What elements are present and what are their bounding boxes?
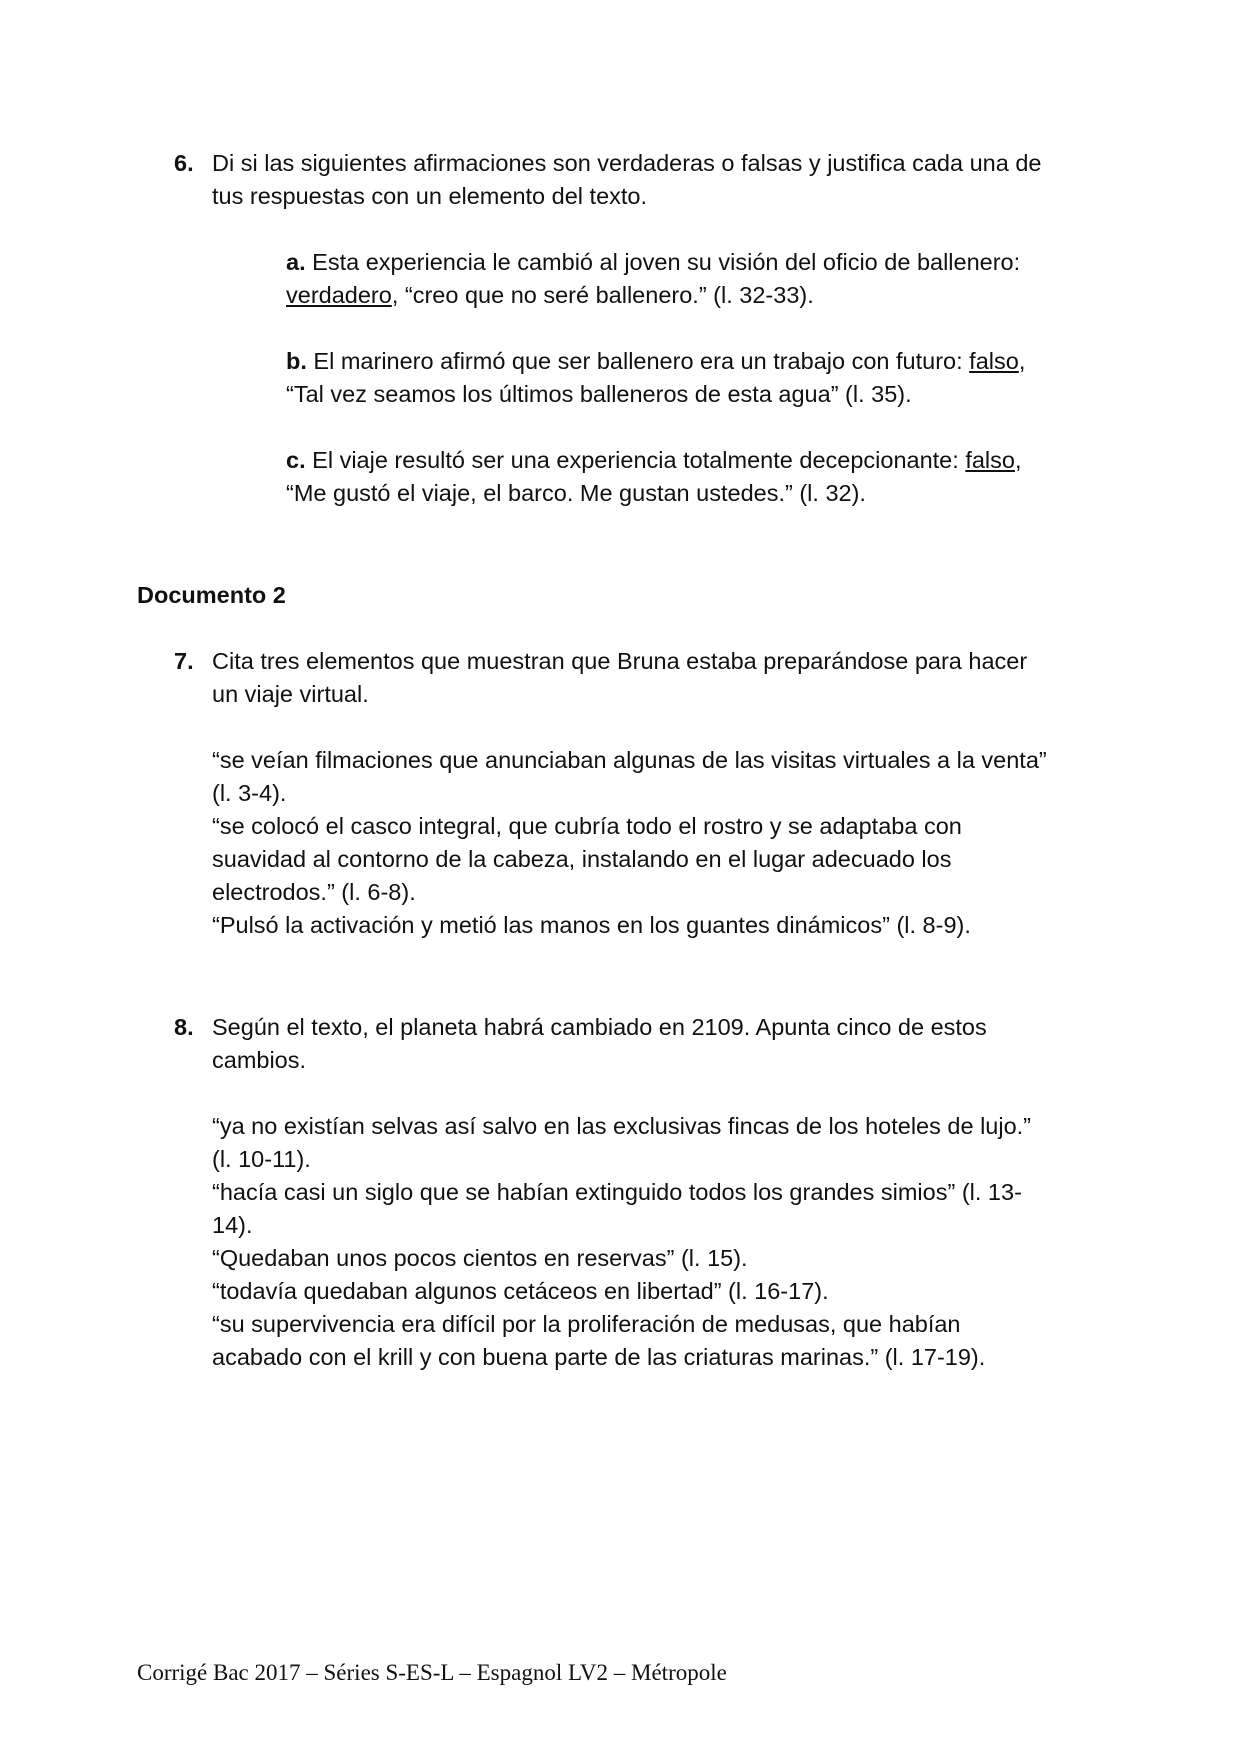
answer-line: “Pulsó la activación y metió las manos en los guantes dinámicos” (l. 8-9). xyxy=(212,912,971,938)
answer-line: suavidad al contorno de la cabeza, instalando en el lugar adecuado los xyxy=(212,846,952,872)
item-verdict: falso xyxy=(965,447,1015,473)
answer-line: “Quedaban unos pocos cientos en reservas” (l. 15). xyxy=(212,1245,748,1271)
answer-line: (l. 3-4). xyxy=(212,780,287,806)
page-footer: Corrigé Bac 2017 – Séries S-ES-L – Espagnol LV2 – Métropole xyxy=(137,1660,727,1685)
question-8-number: 8. xyxy=(174,1014,194,1040)
item-statement: Esta experiencia le cambió al joven su visión del oficio de ballenero: xyxy=(305,249,1021,275)
question-7-number: 7. xyxy=(174,648,194,674)
answer-line: 14). xyxy=(212,1212,253,1238)
question-8-prompt-line: Según el texto, el planeta habrá cambiado en 2109. Apunta cinco de estos xyxy=(212,1014,987,1040)
item-letter: c. xyxy=(286,447,306,473)
question-7-prompt xyxy=(212,645,1112,711)
question-7-prompt-line: Cita tres elementos que muestran que Bruna estaba preparándose para hacer xyxy=(212,648,1028,674)
question-8-prompt-line: cambios. xyxy=(212,1047,307,1073)
question-6-prompt xyxy=(212,147,1112,213)
question-6-item-b xyxy=(286,345,1106,411)
question-6-prompt-line: tus respuestas con un elemento del texto. xyxy=(212,183,648,209)
answer-line: “su supervivencia era difícil por la proliferación de medusas, que habían xyxy=(212,1311,961,1337)
answer-line: acabado con el krill y con buena parte de las criaturas marinas.” (l. 17-19). xyxy=(212,1344,986,1370)
question-7-answer xyxy=(212,744,1112,942)
answer-line: “se colocó el casco integral, que cubría todo el rostro y se adaptaba con xyxy=(212,813,962,839)
question-7-prompt-line: un viaje virtual. xyxy=(212,681,369,707)
question-8-prompt xyxy=(212,1011,1112,1077)
answer-line: “hacía casi un siglo que se habían extinguido todos los grandes simios” (l. 13- xyxy=(212,1179,1022,1205)
answer-line: electrodos.” (l. 6-8). xyxy=(212,879,416,905)
question-6-item-a xyxy=(286,246,1106,312)
section-title: Documento 2 xyxy=(137,582,286,608)
item-justification: , “creo que no seré ballenero.” (l. 32-33). xyxy=(391,282,814,308)
answer-line: (l. 10-11). xyxy=(212,1146,311,1172)
item-justification: “Me gustó el viaje, el barco. Me gustan ustedes.” (l. 32). xyxy=(286,480,866,506)
answer-line: “ya no existían selvas así salvo en las exclusivas fincas de los hoteles de lujo.” xyxy=(212,1113,1032,1139)
answer-line: “todavía quedaban algunos cetáceos en libertad” (l. 16-17). xyxy=(212,1278,829,1304)
item-after-verdict: , xyxy=(1014,447,1022,473)
question-8-answer xyxy=(212,1110,1112,1374)
question-6-item-c xyxy=(286,444,1106,510)
item-letter: b. xyxy=(286,348,307,374)
item-justification: “Tal vez seamos los últimos balleneros de esta agua” (l. 35). xyxy=(286,381,912,407)
item-verdict: verdadero xyxy=(286,282,392,308)
answer-line: “se veían filmaciones que anunciaban algunas de las visitas virtuales a la venta” xyxy=(212,747,1047,773)
question-6-number: 6. xyxy=(174,150,194,176)
item-after-verdict: , xyxy=(1018,348,1026,374)
item-letter: a. xyxy=(286,249,306,275)
item-verdict: falso xyxy=(969,348,1019,374)
question-6-prompt-line: Di si las siguientes afirmaciones son verdaderas o falsas y justifica cada una de xyxy=(212,150,1042,176)
item-statement: El viaje resultó ser una experiencia totalmente decepcionante: xyxy=(305,447,966,473)
item-statement: El marinero afirmó que ser ballenero era un trabajo con futuro: xyxy=(306,348,970,374)
